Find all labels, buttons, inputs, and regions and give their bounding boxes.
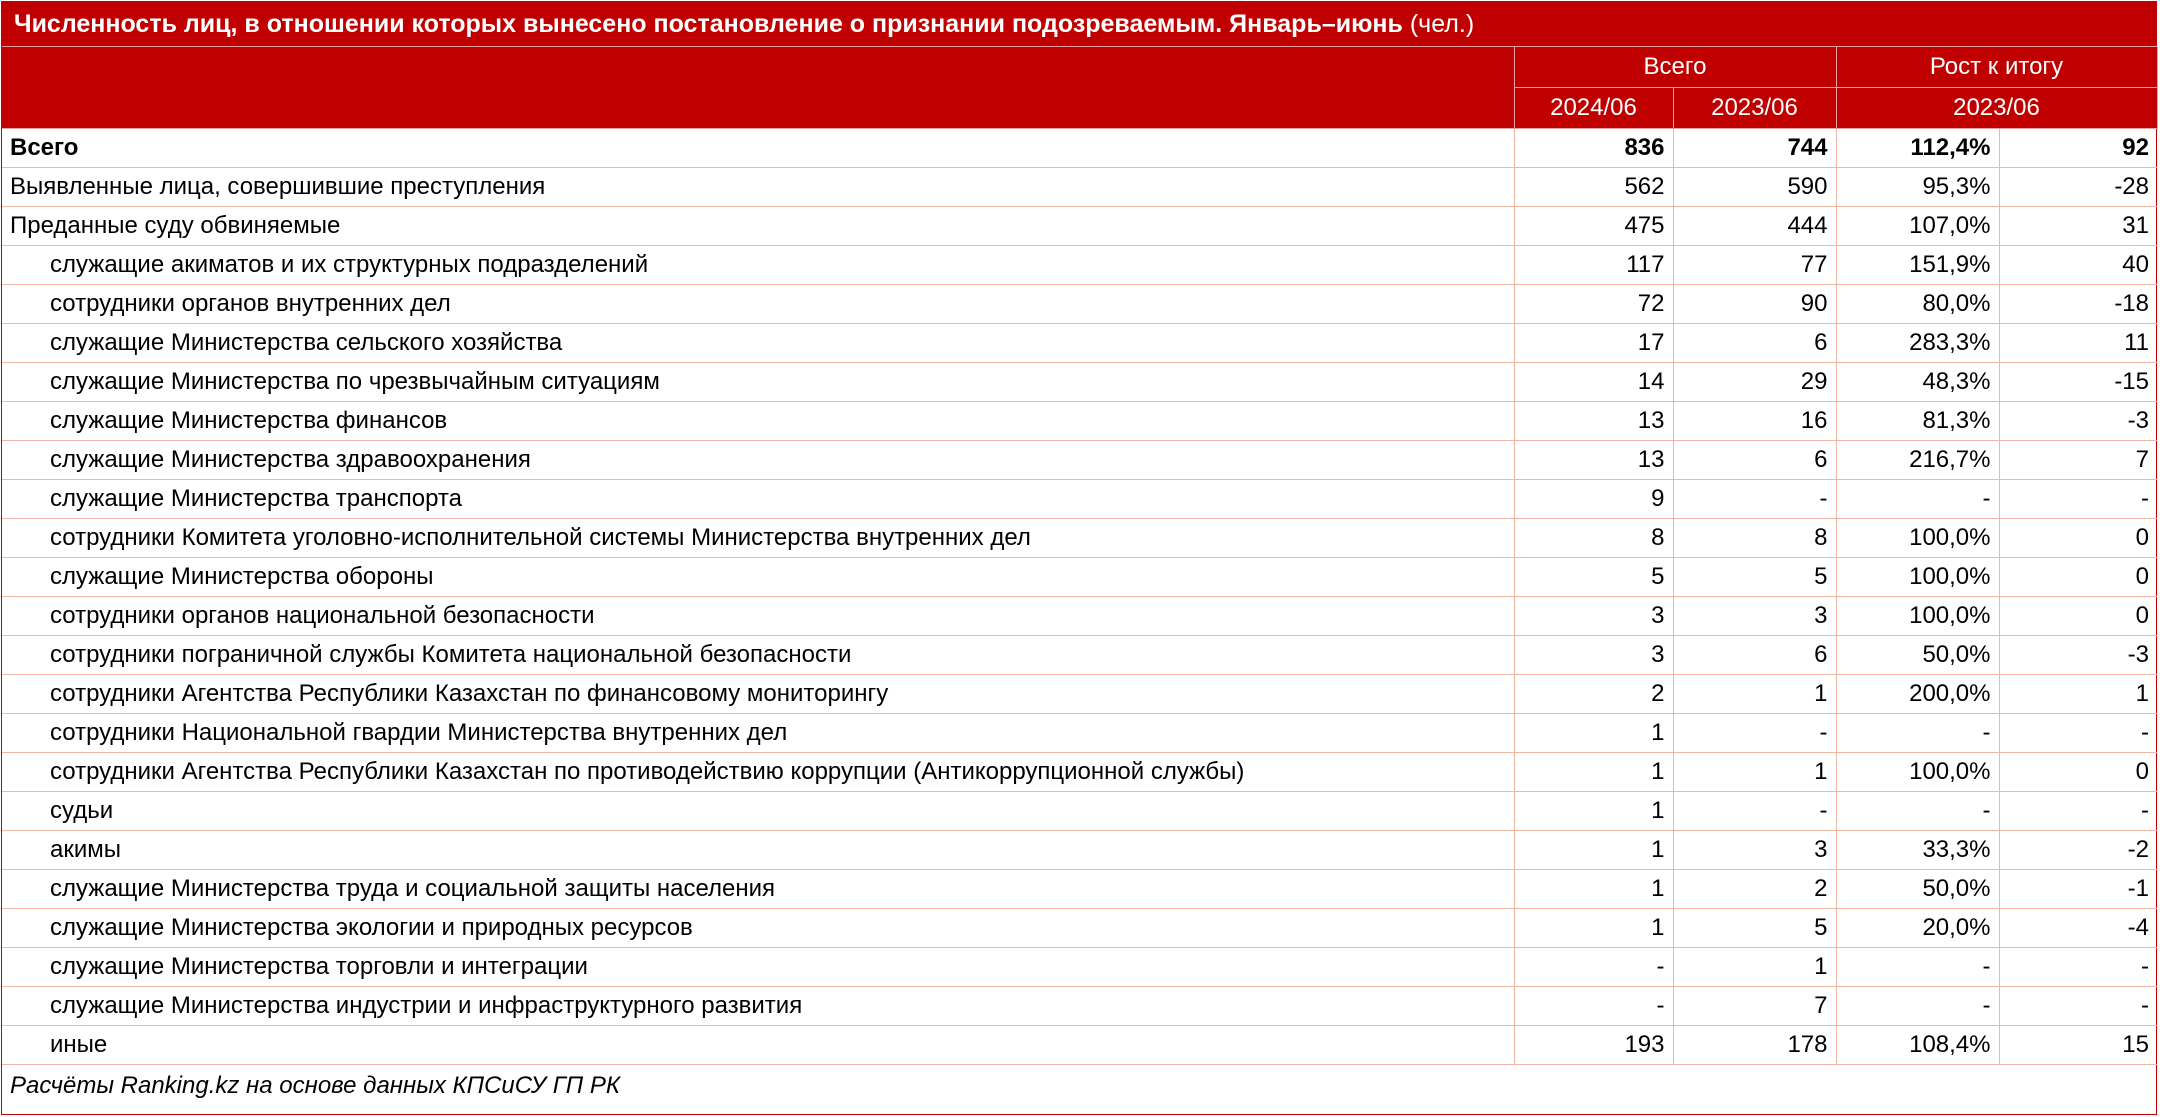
cell-2023: 6	[1673, 324, 1836, 363]
cell-2024: 1	[1514, 831, 1673, 870]
cell-2023: -	[1673, 714, 1836, 753]
cell-growth-diff: -2	[1999, 831, 2157, 870]
table-row	[2, 948, 2157, 987]
row-label: сотрудники Комитета уголовно-исполнительной системы Министерства внутренних дел	[2, 519, 1514, 558]
source-note: Расчёты Ranking.kz на основе данных КПСиСУ ГП РК	[2, 1065, 2157, 1108]
header-col-2023: 2023/06	[1673, 88, 1836, 129]
cell-2023: 5	[1673, 909, 1836, 948]
cell-growth-diff: 15	[1999, 1026, 2157, 1065]
table-row	[2, 207, 2157, 246]
row-label: сотрудники органов внутренних дел	[2, 285, 1514, 324]
table-row	[2, 987, 2157, 1026]
cell-2023: 5	[1673, 558, 1836, 597]
row-label: акимы	[2, 831, 1514, 870]
cell-2023: -	[1673, 792, 1836, 831]
row-label: служащие Министерства экологии и природных ресурсов	[2, 909, 1514, 948]
cell-growth-diff: -	[1999, 480, 2157, 519]
table-row	[2, 792, 2157, 831]
table-row	[2, 480, 2157, 519]
cell-2023: 6	[1673, 636, 1836, 675]
title-row	[2, 2, 2157, 47]
cell-growth-pct: 81,3%	[1836, 402, 1999, 441]
cell-2024: 1	[1514, 714, 1673, 753]
cell-growth-diff: -3	[1999, 402, 2157, 441]
cell-growth-pct: 100,0%	[1836, 753, 1999, 792]
header-blank-top	[2, 47, 1514, 88]
row-label: сотрудники Агентства Республики Казахстан по финансовому мониторингу	[2, 675, 1514, 714]
cell-growth-diff: 0	[1999, 753, 2157, 792]
cell-growth-diff: 40	[1999, 246, 2157, 285]
row-label: служащие Министерства торговли и интеграции	[2, 948, 1514, 987]
table-row	[2, 1026, 2157, 1065]
header-row-2	[2, 88, 2157, 129]
row-label: служащие Министерства сельского хозяйства	[2, 324, 1514, 363]
table-row	[2, 246, 2157, 285]
cell-growth-diff: 92	[1999, 129, 2157, 168]
cell-growth-pct: 33,3%	[1836, 831, 1999, 870]
cell-2023: 6	[1673, 441, 1836, 480]
cell-growth-pct: -	[1836, 792, 1999, 831]
data-table	[2, 2, 2158, 1107]
cell-2024: 1	[1514, 909, 1673, 948]
cell-growth-pct: -	[1836, 987, 1999, 1026]
cell-2024: 8	[1514, 519, 1673, 558]
cell-growth-diff: 31	[1999, 207, 2157, 246]
header-blank-bottom	[2, 88, 1514, 129]
cell-growth-diff: 0	[1999, 519, 2157, 558]
cell-growth-pct: 100,0%	[1836, 519, 1999, 558]
row-label: Преданные суду обвиняемые	[2, 207, 1514, 246]
title-text: Численность лиц, в отношении которых вынесено постановление о признании подозреваемым. Январь–июнь	[14, 9, 1403, 38]
cell-2024: 1	[1514, 870, 1673, 909]
cell-2023: 744	[1673, 129, 1836, 168]
table-row	[2, 753, 2157, 792]
cell-2023: 77	[1673, 246, 1836, 285]
table-row	[2, 129, 2157, 168]
cell-growth-pct: 216,7%	[1836, 441, 1999, 480]
row-label: служащие Министерства труда и социальной защиты населения	[2, 870, 1514, 909]
cell-2024: 836	[1514, 129, 1673, 168]
cell-2023: 29	[1673, 363, 1836, 402]
cell-2024: 475	[1514, 207, 1673, 246]
cell-growth-diff: -	[1999, 948, 2157, 987]
row-label: сотрудники Агентства Республики Казахстан по противодействию коррупции (Антикоррупционной службы)	[2, 753, 1514, 792]
title-unit: (чел.)	[1409, 9, 1475, 38]
cell-2023: 590	[1673, 168, 1836, 207]
table-row	[2, 402, 2157, 441]
cell-2024: 562	[1514, 168, 1673, 207]
cell-growth-pct: 50,0%	[1836, 870, 1999, 909]
table-row	[2, 324, 2157, 363]
cell-2024: 14	[1514, 363, 1673, 402]
cell-2023: 444	[1673, 207, 1836, 246]
cell-growth-pct: 100,0%	[1836, 597, 1999, 636]
cell-2024: -	[1514, 987, 1673, 1026]
cell-2023: -	[1673, 480, 1836, 519]
cell-growth-pct: 95,3%	[1836, 168, 1999, 207]
table-row	[2, 675, 2157, 714]
table-row	[2, 441, 2157, 480]
table-row	[2, 168, 2157, 207]
row-label: служащие Министерства обороны	[2, 558, 1514, 597]
header-col-growth: 2023/06	[1836, 88, 2157, 129]
table-row	[2, 363, 2157, 402]
cell-2023: 16	[1673, 402, 1836, 441]
table-row	[2, 519, 2157, 558]
row-label: служащие Министерства финансов	[2, 402, 1514, 441]
cell-growth-pct: 200,0%	[1836, 675, 1999, 714]
cell-2024: 13	[1514, 402, 1673, 441]
cell-growth-pct: 80,0%	[1836, 285, 1999, 324]
cell-growth-pct: -	[1836, 480, 1999, 519]
cell-growth-diff: -18	[1999, 285, 2157, 324]
cell-growth-diff: -1	[1999, 870, 2157, 909]
row-label: иные	[2, 1026, 1514, 1065]
row-label: служащие акиматов и их структурных подразделений	[2, 246, 1514, 285]
cell-growth-diff: 0	[1999, 597, 2157, 636]
cell-2024: 117	[1514, 246, 1673, 285]
header-group-total: Всего	[1514, 47, 1836, 88]
cell-2023: 1	[1673, 948, 1836, 987]
cell-growth-pct: 50,0%	[1836, 636, 1999, 675]
cell-2024: -	[1514, 948, 1673, 987]
table-row	[2, 285, 2157, 324]
cell-growth-pct: 112,4%	[1836, 129, 1999, 168]
header-row-1	[2, 47, 2157, 88]
cell-2023: 8	[1673, 519, 1836, 558]
cell-2023: 1	[1673, 753, 1836, 792]
cell-2023: 3	[1673, 597, 1836, 636]
table-row	[2, 636, 2157, 675]
cell-2024: 2	[1514, 675, 1673, 714]
cell-growth-pct: 283,3%	[1836, 324, 1999, 363]
cell-growth-diff: -	[1999, 987, 2157, 1026]
table-row	[2, 909, 2157, 948]
cell-growth-diff: -15	[1999, 363, 2157, 402]
cell-growth-pct: 100,0%	[1836, 558, 1999, 597]
cell-2024: 13	[1514, 441, 1673, 480]
cell-growth-diff: 0	[1999, 558, 2157, 597]
cell-2023: 1	[1673, 675, 1836, 714]
header-col-2024: 2024/06	[1514, 88, 1673, 129]
row-label: сотрудники Национальной гвардии Министерства внутренних дел	[2, 714, 1514, 753]
row-label: сотрудники органов национальной безопасности	[2, 597, 1514, 636]
row-label: служащие Министерства здравоохранения	[2, 441, 1514, 480]
cell-growth-diff: -28	[1999, 168, 2157, 207]
table-row	[2, 831, 2157, 870]
table-row	[2, 714, 2157, 753]
table-row	[2, 870, 2157, 909]
table-body	[2, 129, 2157, 1065]
cell-growth-pct: -	[1836, 714, 1999, 753]
row-label: Выявленные лица, совершившие преступления	[2, 168, 1514, 207]
row-label: служащие Министерства транспорта	[2, 480, 1514, 519]
table-row	[2, 597, 2157, 636]
cell-growth-pct: 151,9%	[1836, 246, 1999, 285]
cell-growth-pct: 48,3%	[1836, 363, 1999, 402]
row-label: служащие Министерства по чрезвычайным ситуациям	[2, 363, 1514, 402]
row-label: сотрудники пограничной службы Комитета национальной безопасности	[2, 636, 1514, 675]
cell-2024: 1	[1514, 753, 1673, 792]
cell-growth-diff: -3	[1999, 636, 2157, 675]
cell-growth-diff: -4	[1999, 909, 2157, 948]
cell-2024: 9	[1514, 480, 1673, 519]
cell-2024: 193	[1514, 1026, 1673, 1065]
cell-2024: 3	[1514, 636, 1673, 675]
cell-2023: 7	[1673, 987, 1836, 1026]
cell-2024: 5	[1514, 558, 1673, 597]
cell-2023: 2	[1673, 870, 1836, 909]
cell-growth-diff: -	[1999, 714, 2157, 753]
header-group-growth: Рост к итогу	[1836, 47, 2157, 88]
cell-growth-pct: 107,0%	[1836, 207, 1999, 246]
cell-growth-diff: 1	[1999, 675, 2157, 714]
cell-growth-pct: -	[1836, 948, 1999, 987]
table-row	[2, 558, 2157, 597]
cell-2023: 90	[1673, 285, 1836, 324]
row-label: судьи	[2, 792, 1514, 831]
cell-2024: 17	[1514, 324, 1673, 363]
cell-growth-pct: 20,0%	[1836, 909, 1999, 948]
cell-2024: 1	[1514, 792, 1673, 831]
cell-2024: 3	[1514, 597, 1673, 636]
row-label: служащие Министерства индустрии и инфраструктурного развития	[2, 987, 1514, 1026]
cell-2024: 72	[1514, 285, 1673, 324]
source-row	[2, 1065, 2157, 1108]
data-table-container	[2, 2, 2158, 1107]
cell-growth-diff: 7	[1999, 441, 2157, 480]
cell-growth-pct: 108,4%	[1836, 1026, 1999, 1065]
row-label: Всего	[2, 129, 1514, 168]
table-title	[2, 2, 2157, 47]
cell-growth-diff: -	[1999, 792, 2157, 831]
cell-2023: 3	[1673, 831, 1836, 870]
cell-2023: 178	[1673, 1026, 1836, 1065]
cell-growth-diff: 11	[1999, 324, 2157, 363]
